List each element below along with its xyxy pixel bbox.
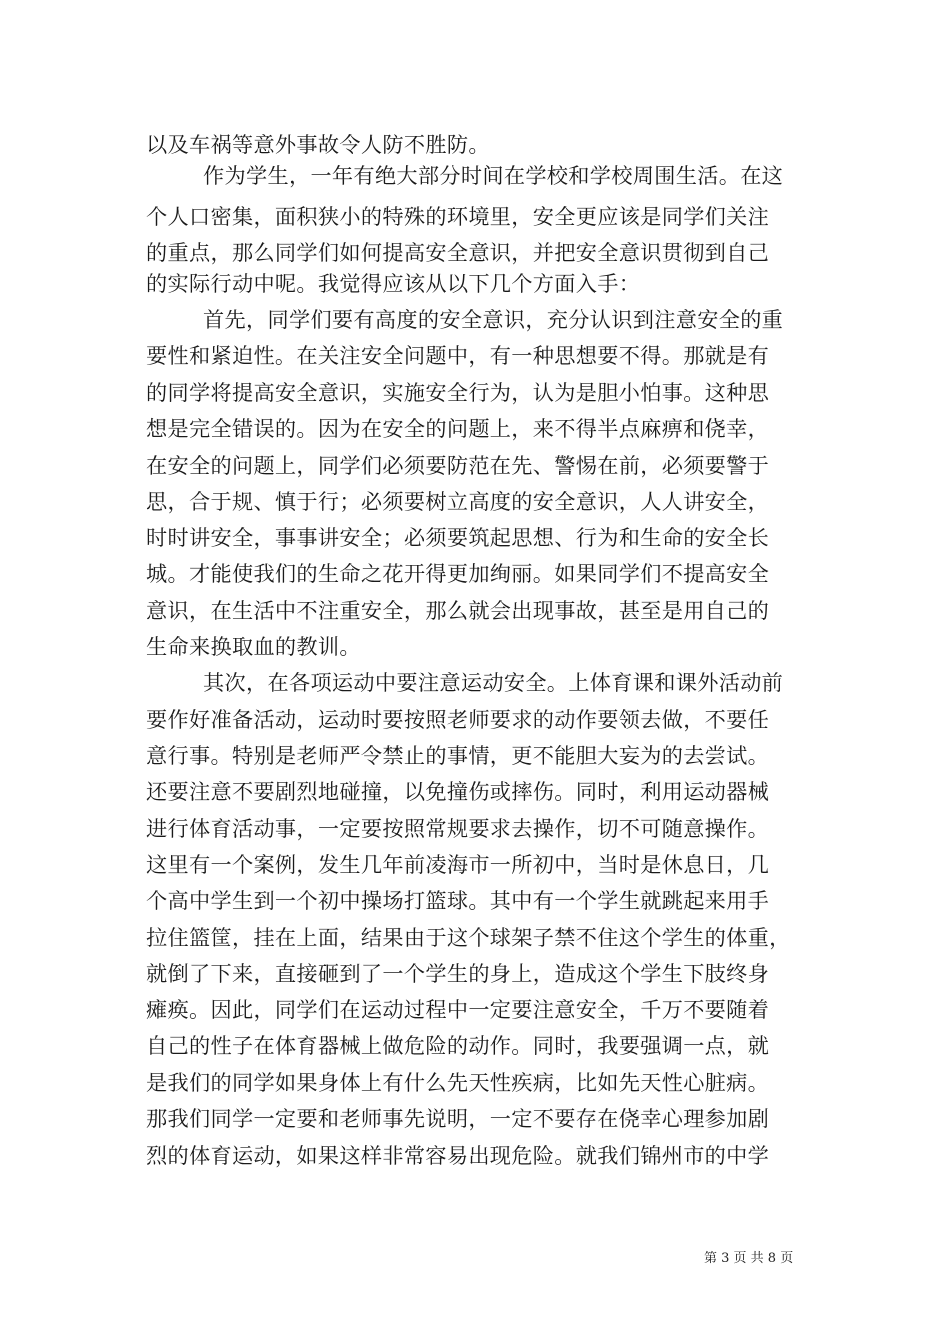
text-line: 城。才能使我们的生命之花开得更加绚丽。如果同学们不提高安全 — [146, 561, 770, 586]
text-line: 想是完全错误的。因为在安全的问题上，来不得半点麻痹和侥幸， — [146, 416, 770, 441]
text-line: 时时讲安全，事事讲安全；必须要筑起思想、行为和生命的安全长 — [146, 525, 770, 550]
text-line: 个高中学生到一个初中操场打篮球。其中有一个学生就跳起来用手 — [146, 888, 770, 913]
text-line: 要性和紧迫性。在关注安全问题中，有一种思想要不得。那就是有 — [146, 343, 770, 368]
text-line: 其次，在各项运动中要注意运动安全。上体育课和课外活动前 — [203, 670, 784, 695]
page-number-footer: 第 3 页 共 8 页 — [704, 1251, 794, 1266]
text-line: 进行体育活动事，一定要按照常规要求去操作，切不可随意操作。 — [146, 816, 770, 841]
text-line: 的实际行动中呢。我觉得应该从以下几个方面入手： — [146, 271, 641, 296]
text-line: 思，合于规、慎于行；必须要树立高度的安全意识，人人讲安全， — [146, 489, 770, 514]
text-line: 的同学将提高安全意识，实施安全行为，认为是胆小怕事。这种思 — [146, 380, 770, 405]
text-line: 个人口密集，面积狭小的特殊的环境里，安全更应该是同学们关注 — [146, 204, 770, 229]
text-line: 烈的体育运动，如果这样非常容易出现危险。就我们锦州市的中学 — [146, 1143, 770, 1168]
text-line: 意识，在生活中不注重安全，那么就会出现事故，甚至是用自己的 — [146, 598, 770, 623]
text-line: 首先，同学们要有高度的安全意识，充分认识到注意安全的重 — [203, 307, 784, 332]
text-line: 还要注意不要剧烈地碰撞，以免撞伤或摔伤。同时，利用运动器械 — [146, 779, 770, 804]
text-line: 要作好准备活动，运动时要按照老师要求的动作要领去做，不要任 — [146, 707, 770, 732]
text-line: 这里有一个案例，发生几年前凌海市一所初中，当时是休息日，几 — [146, 852, 770, 877]
text-line: 那我们同学一定要和老师事先说明，一定不要存在侥幸心理参加剧 — [146, 1106, 770, 1131]
text-line: 自己的性子在体育器械上做危险的动作。同时，我要强调一点，就 — [146, 1033, 770, 1058]
text-line: 意行事。特别是老师严令禁止的事情，更不能胆大妄为的去尝试。 — [146, 743, 770, 768]
text-line: 的重点，那么同学们如何提高安全意识，并把安全意识贯彻到自己 — [146, 240, 770, 265]
text-line: 作为学生，一年有绝大部分时间在学校和学校周围生活。在这 — [203, 163, 784, 188]
text-line: 以及车祸等意外事故令人防不胜防。 — [146, 132, 490, 157]
text-line: 是我们的同学如果身体上有什么先天性疾病，比如先天性心脏病。 — [146, 1070, 770, 1095]
text-line: 瘫痪。因此，同学们在运动过程中一定要注意安全，千万不要随着 — [146, 997, 770, 1022]
text-line: 生命来换取血的教训。 — [146, 634, 361, 659]
text-line: 拉住篮筐，挂在上面，结果由于这个球架子禁不住这个学生的体重， — [146, 925, 791, 950]
text-line: 就倒了下来，直接砸到了一个学生的身上，造成这个学生下肢终身 — [146, 961, 770, 986]
text-line: 在安全的问题上，同学们必须要防范在先、警惕在前，必须要警于 — [146, 453, 770, 478]
